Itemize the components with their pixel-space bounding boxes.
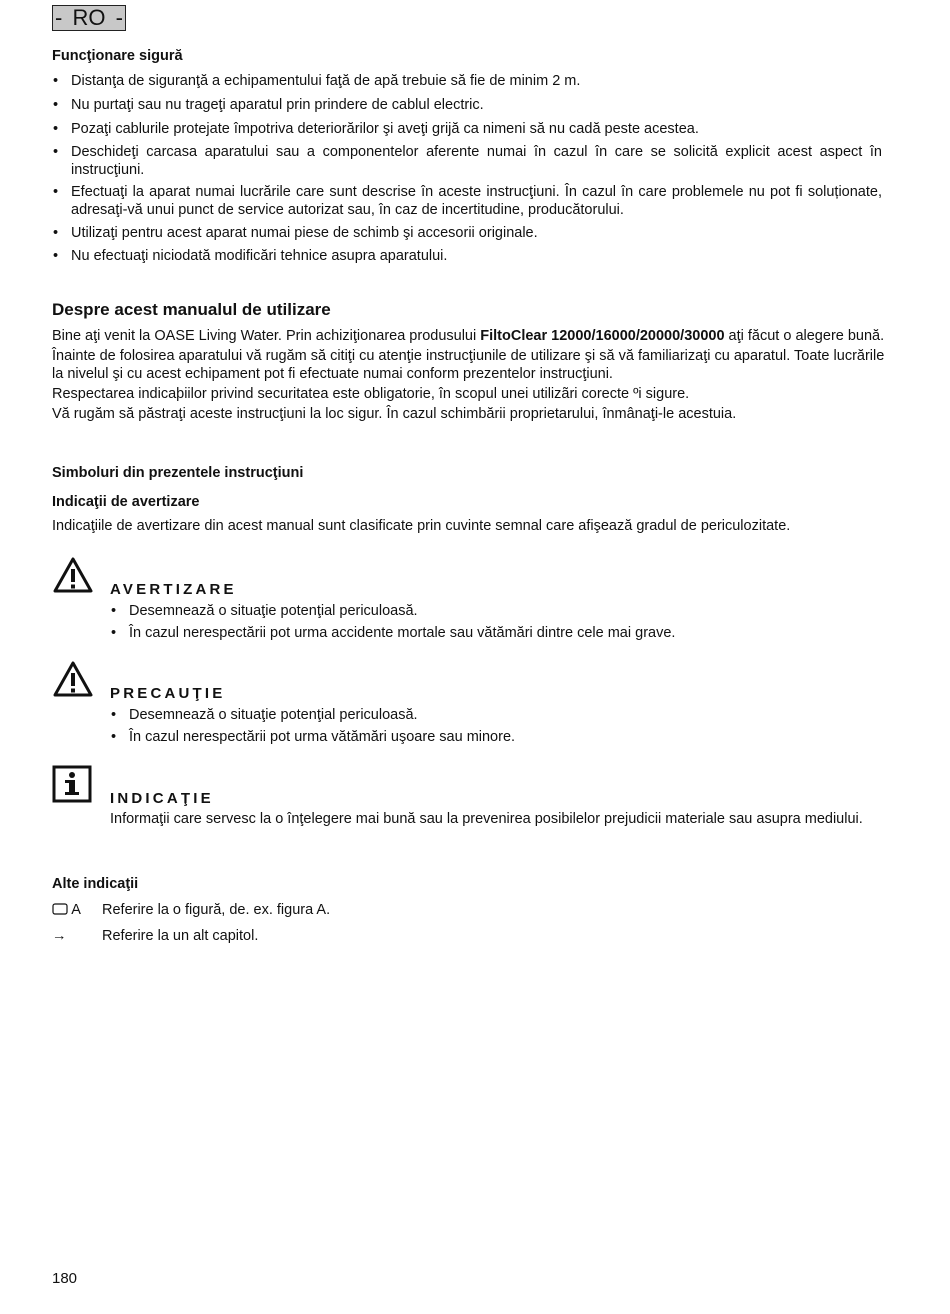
language-tab bbox=[52, 5, 126, 31]
about-manual-body bbox=[52, 327, 892, 423]
chapter-reference-text: Referire la un alt capitol. bbox=[102, 928, 259, 944]
page-number: 180 bbox=[52, 1270, 78, 1287]
lang-code: RO bbox=[72, 5, 106, 30]
info-icon bbox=[52, 765, 92, 808]
other-title: Alte indicaţii bbox=[52, 876, 139, 892]
arrow-right-icon: → bbox=[52, 928, 67, 944]
paragraph: Vă rugăm să păstraţi aceste instrucţiuni la loc sigur. În cazul schimbării proprietarului, înmânaţi-le acestuia. bbox=[52, 406, 737, 422]
list-item: • Nu efectuaţi niciodată modificări tehnice asupra aparatului. bbox=[52, 247, 882, 265]
figure-frame-icon bbox=[52, 903, 68, 915]
paragraph: Respectarea indicaþiilor privind securitatea este obligatorie, în scopul unei utilizãri corecte ºi sigure. bbox=[52, 386, 690, 402]
list-item: • În cazul nerespectării pot urma accidente mortale sau vătămări dintre cele mai grave. bbox=[110, 624, 870, 642]
lang-dash-right: - bbox=[115, 5, 123, 30]
warning-triangle-icon bbox=[52, 556, 94, 599]
caution-label: PRECAUŢIE bbox=[110, 685, 226, 702]
list-item: • Desemnează o situaţie potenţial periculoasă. bbox=[110, 602, 870, 620]
caution-list bbox=[110, 706, 870, 746]
warnings-title: Indicaţii de avertizare bbox=[52, 494, 200, 510]
chapter-reference-row bbox=[52, 927, 552, 945]
list-item: • În cazul nerespectării pot urma vătămări uşoare sau minore. bbox=[110, 728, 870, 746]
about-manual-title: Despre acest manualul de utilizare bbox=[52, 300, 331, 319]
list-item: • Pozaţi cablurile protejate împotriva deteriorărilor şi aveţi grijă ca nimeni să nu cadă peste acestea. bbox=[52, 120, 882, 138]
list-item: • Deschideţi carcasa aparatului sau a componentelor aferente numai în cazul în care se solicită explicit acest aspect în instrucţiuni. bbox=[52, 143, 882, 179]
caution-triangle-icon bbox=[52, 660, 94, 703]
list-item: • Utilizaţi pentru acest aparat numai piese de schimb şi accesorii originale. bbox=[52, 224, 882, 242]
list-item: • Efectuaţi la aparat numai lucrările care sunt descrise în aceste instrucţiuni. În cazul în care problemele nu pot fi soluționate, adresaţi-vă unui punct de service autorizat sau, în caz de incertitudine, producătorului. bbox=[52, 183, 882, 219]
figure-reference-symbol bbox=[52, 901, 102, 919]
list-item: • Nu purtaţi sau nu trageţi aparatul prin prindere de cablul electric. bbox=[52, 96, 882, 114]
note-label: INDICAŢIE bbox=[110, 790, 214, 807]
warning-label: AVERTIZARE bbox=[110, 581, 237, 598]
product-name: FiltoClear 12000/16000/20000/30000 bbox=[480, 328, 725, 344]
intro-text: Bine aţi venit la OASE Living Water. Prin achiziţionarea produsului bbox=[52, 328, 481, 344]
safe-operation-list bbox=[52, 72, 882, 265]
list-item: • Desemnează o situaţie potenţial periculoasă. bbox=[110, 706, 870, 724]
symbols-title: Simboluri din prezentele instrucţiuni bbox=[52, 465, 304, 481]
list-item: • Distanţa de siguranţă a echipamentului faţă de apă trebuie să fie de minim 2 m. bbox=[52, 72, 882, 90]
warnings-text: Indicaţiile de avertizare din acest manual sunt clasificate prin cuvinte semnal care afişează gradul de periculozitate. bbox=[52, 518, 791, 534]
paragraph: Înainte de folosirea aparatului vă rugăm să citiţi cu atenţie instrucţiunile de utilizare şi să vă familiarizaţi cu aparatul. Toate lucrările la nivelul şi cu acest echipament pot fi efectuate numai conform prezentelor instrucţiuni. bbox=[52, 348, 885, 382]
safe-operation-title: Funcţionare sigură bbox=[52, 48, 183, 64]
note-text: Informaţii care servesc la o înţelegere mai bună sau la prevenirea posibilelor prejudicii materiale sau asupra mediului. bbox=[110, 811, 863, 827]
figure-reference-text: Referire la o figură, de. ex. figura A. bbox=[102, 902, 331, 918]
warning-list bbox=[110, 602, 870, 642]
intro-text-end: aţi făcut o alegere bună. bbox=[724, 328, 885, 344]
lang-dash-left: - bbox=[55, 5, 63, 30]
intro-paragraph bbox=[52, 327, 892, 345]
figure-reference-row bbox=[52, 901, 552, 919]
figure-letter: A bbox=[71, 902, 81, 918]
